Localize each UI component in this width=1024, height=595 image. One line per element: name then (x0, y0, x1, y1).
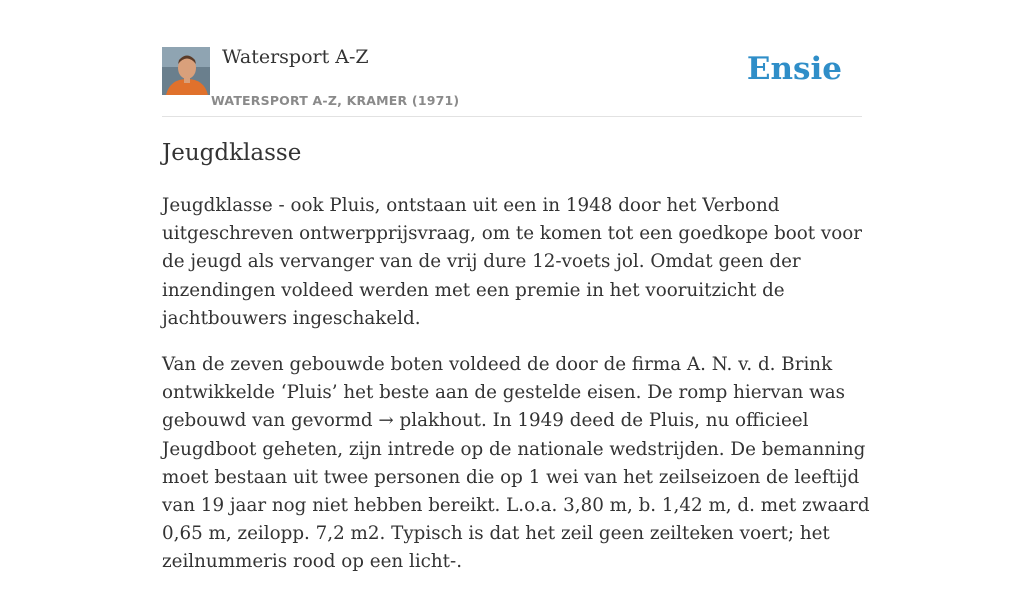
article-paragraph-1: Jeugdklasse - ook Pluis, ontstaan uit een in 1948 door het Verbond uitgeschreven ontwerpprijsvraag, om te komen tot een goedkope boot voor de jeugd als vervanger van de vrij dure 12-voets jol. Omdat geen der inzendingen voldeed werden met een premie in het vooruitzicht de jachtbouwers ingeschakeld. (162, 195, 863, 329)
author-name[interactable]: Watersport A-Z (222, 46, 369, 68)
article-title: Jeugdklasse (162, 140, 302, 166)
author-avatar[interactable] (162, 47, 210, 95)
article-paragraph-2: Van de zeven gebouwde boten voldeed de door de firma A. N. v. d. Brink ontwikkelde ‘Pluis’ het beste aan de gestelde eisen. De romp hiervan was gebouwd van gevormd → plakhout. In 1949 deed de Pluis, nu officieel Jeugdboot geheten, zijn intrede op de nationale wedstrijden. De bemanning moet bestaan uit twee personen die op 1 wei van het zeilseizoen de leeftijd van 19 jaar nog niet hebben bereikt. L.o.a. 3,80 m, b. 1,42 m, d. met zwaard 0,65 m, zeilopp. 7,2 m2. Typisch is dat het zeil geen zeilteken voert; het zeilnummeris rood op een licht-. (162, 354, 870, 573)
article-body (162, 192, 870, 595)
header (162, 46, 862, 117)
source-label[interactable]: WATERSPORT A-Z, KRAMER (1971) (211, 93, 460, 108)
avatar-photo (162, 47, 210, 95)
ensie-logo[interactable]: Ensie (746, 51, 842, 87)
